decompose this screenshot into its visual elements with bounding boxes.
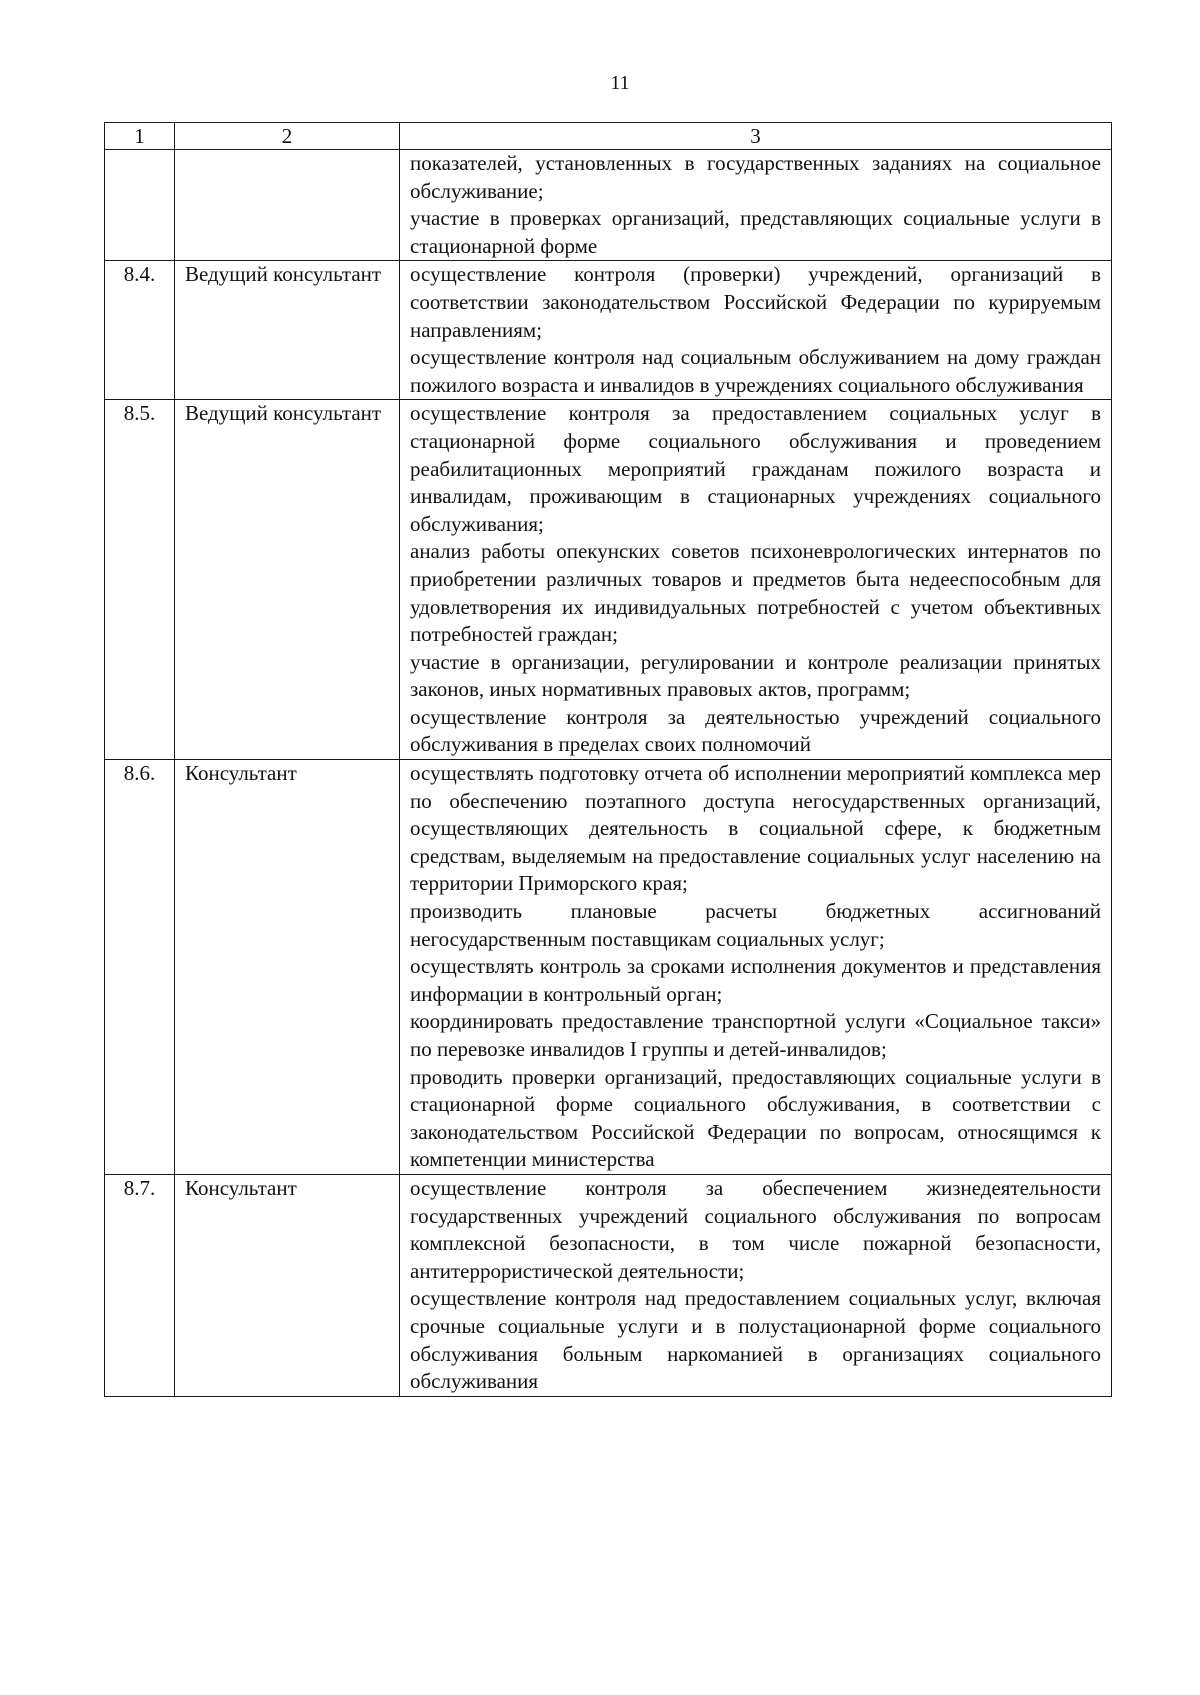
- position-title: Ведущий консультант: [175, 400, 400, 760]
- duty-item: координировать предоставление транспортной услуги «Социальное такси» по перевозке инвалидов I группы и детей-инвалидов;: [410, 1009, 1101, 1061]
- duty-item: производить плановые расчеты бюджетных ассигнований негосударственным поставщикам социальных услуг;: [410, 899, 1101, 951]
- duty-item: участие в организации, регулировании и контроле реализации принятых законов, иных нормативных правовых актов, программ;: [410, 649, 1101, 702]
- duties-cell: [400, 1174, 1112, 1396]
- duty-item: осуществлять контроль за сроками исполнения документов и представления информации в контрольный орган;: [410, 954, 1101, 1006]
- table-row: [105, 400, 1112, 760]
- duty-item: осуществление контроля (проверки) учреждений, организаций в соответствии законодательством Российской Федерации по курируемым направлениям;: [410, 262, 1101, 342]
- duty-item: осуществление контроля за деятельностью учреждений социального обслуживания в пределах своих полномочий: [410, 704, 1101, 757]
- duty-item: участие в проверках организаций, представляющих социальные услуги в стационарной форме: [410, 206, 1101, 258]
- duty-item: анализ работы опекунских советов психоневрологических интернатов по приобретении различных товаров и предметов быта недееспособным для удовлетворения их индивидуальных потребностей с учетом объективных потребностей граждан;: [410, 539, 1101, 647]
- table-row: [105, 261, 1112, 400]
- row-number: [105, 150, 175, 261]
- duty-item: проводить проверки организаций, предоставляющих социальные услуги в стационарной форме социального обслуживания, в соответствии с законодательством Российской Федерации по вопросам, относящимся к компетенции министерства: [410, 1064, 1101, 1172]
- position-title: Консультант: [175, 760, 400, 1175]
- header-col-2: 2: [175, 123, 400, 150]
- header-col-1: 1: [105, 123, 175, 150]
- duties-cell: [400, 760, 1112, 1175]
- row-number: 8.5.: [105, 400, 175, 760]
- duties-cell: [400, 150, 1112, 261]
- duties-cell: [400, 400, 1112, 760]
- position-title: [175, 150, 400, 261]
- header-col-3: 3: [400, 123, 1112, 150]
- duty-item: осуществление контроля над социальным обслуживанием на дому граждан пожилого возраста и инвалидов в учреждениях социального обслуживания: [410, 345, 1101, 397]
- row-number: 8.6.: [105, 760, 175, 1175]
- duty-item: осуществлять подготовку отчета об исполнении мероприятий комплекса мер по обеспечению поэтапного доступа негосударственных организаций, осуществляющих деятельность в социальной сфере, к бюджетным средствам, выделяемым на предоставление социальных услуг населению на территории Приморского края;: [410, 761, 1101, 896]
- table-row: [105, 760, 1112, 1175]
- position-title: Консультант: [175, 1174, 400, 1396]
- duty-item: осуществление контроля за предоставлением социальных услуг в стационарной форме социального обслуживания и проведением реабилитационных мероприятий гражданам пожилого возраста и инвалидам, проживающим в стационарных учреждениях социального обслуживания;: [410, 401, 1101, 536]
- table-header-row: [105, 123, 1112, 150]
- duty-item: осуществление контроля над предоставлением социальных услуг, включая срочные социальные услуги и в полустационарной форме социального обслуживания больным наркоманией в организациях социального обслуживания: [410, 1286, 1101, 1394]
- duties-cell: [400, 261, 1112, 400]
- row-number: 8.4.: [105, 261, 175, 400]
- table-row: [105, 1174, 1112, 1396]
- duty-item: осуществление контроля за обеспечением жизнедеятельности государственных учреждений социального обслуживания по вопросам комплексной безопасности, в том числе пожарной безопасности, антитеррористической деятельности;: [410, 1175, 1101, 1283]
- page-number: 11: [610, 72, 630, 94]
- position-title: Ведущий консультант: [175, 261, 400, 400]
- duties-table: [104, 122, 1112, 1397]
- duty-item: показателей, установленных в государственных заданиях на социальное обслуживание;: [410, 151, 1101, 203]
- table-row: [105, 150, 1112, 261]
- row-number: 8.7.: [105, 1174, 175, 1396]
